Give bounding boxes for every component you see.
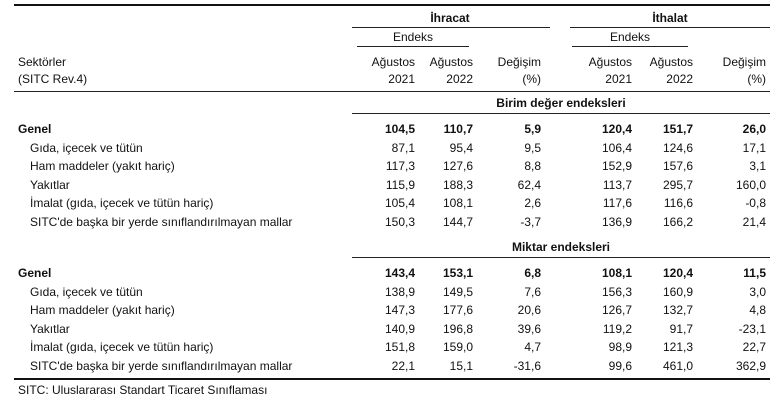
cell-value: 188,3 bbox=[442, 177, 473, 192]
row-label: Ham maddeler (yakıt hariç) bbox=[30, 159, 175, 174]
cell-value: 87,1 bbox=[391, 140, 415, 155]
row-label: İmalat (gıda, içecek ve tütün hariç) bbox=[30, 196, 214, 211]
cell-value: 104,5 bbox=[384, 122, 415, 136]
cell-value: 7,6 bbox=[524, 284, 541, 299]
row-label: Yakıtlar bbox=[30, 321, 70, 336]
ihracat-header: İhracat bbox=[430, 11, 470, 25]
section-title: Miktar endeksleri bbox=[511, 240, 611, 254]
cell-value: 196,8 bbox=[442, 321, 473, 336]
cell-value: 3,0 bbox=[749, 284, 766, 299]
cell-value: 153,1 bbox=[442, 266, 473, 280]
cell-value: 127,6 bbox=[442, 159, 473, 174]
cell-value: -31,6 bbox=[513, 359, 541, 373]
ithalat-col-change-header-line2: (%) bbox=[747, 72, 766, 86]
cell-value: 22,7 bbox=[742, 340, 766, 355]
cell-value: 15,1 bbox=[449, 359, 473, 373]
ithalat-endeks-rule bbox=[572, 46, 688, 47]
cell-value: 160,0 bbox=[735, 177, 766, 192]
cell-value: 8,8 bbox=[524, 159, 541, 174]
ihracat-rule bbox=[352, 27, 550, 28]
cell-value: 9,5 bbox=[524, 140, 541, 155]
ihracat-col-2022-header-line1: Ağustos bbox=[429, 55, 473, 69]
cell-value: 461,0 bbox=[662, 359, 693, 373]
cell-value: 115,9 bbox=[385, 177, 415, 192]
cell-value: 106,4 bbox=[601, 140, 632, 155]
row-label: İmalat (gıda, içecek ve tütün hariç) bbox=[30, 340, 214, 355]
sitc-rev-label: (SITC Rev.4) bbox=[18, 72, 88, 86]
cell-value: 159,0 bbox=[442, 340, 473, 355]
ihracat-col-2021-header-line2: 2021 bbox=[388, 72, 415, 86]
cell-value: 22,1 bbox=[391, 359, 415, 373]
cell-value: 108,1 bbox=[442, 196, 473, 211]
cell-value: 110,7 bbox=[443, 122, 473, 136]
cell-value: 116,6 bbox=[663, 196, 693, 211]
row-label: Genel bbox=[18, 122, 52, 136]
cell-value: 113,7 bbox=[602, 177, 632, 192]
row-label: SITC'de başka bir yerde sınıflandırılmayan mallar bbox=[30, 215, 293, 229]
ithalat-col-2022-header-line2: 2022 bbox=[666, 72, 693, 86]
ihracat-endeks-header: Endeks bbox=[392, 30, 434, 44]
ihracat-col-2021-header-line1: Ağustos bbox=[371, 55, 415, 69]
cell-value: 99,6 bbox=[608, 359, 632, 373]
cell-value: 91,7 bbox=[669, 321, 693, 336]
cell-value: 105,4 bbox=[384, 196, 415, 211]
section-title: Birim değer endeksleri bbox=[496, 96, 626, 110]
row-label: Ham maddeler (yakıt hariç) bbox=[30, 303, 175, 318]
ithalat-header: İthalat bbox=[652, 11, 688, 25]
cell-value: 151,8 bbox=[384, 340, 415, 355]
cell-value: 119,2 bbox=[602, 321, 632, 336]
ithalat-endeks-header: Endeks bbox=[609, 30, 651, 44]
cell-value: 6,8 bbox=[524, 266, 541, 280]
top-rule bbox=[14, 4, 770, 6]
cell-value: 295,7 bbox=[662, 177, 693, 192]
cell-value: 62,4 bbox=[517, 177, 541, 192]
cell-value: 124,6 bbox=[662, 140, 693, 155]
cell-value: 150,3 bbox=[384, 215, 415, 229]
cell-value: 120,4 bbox=[662, 266, 693, 280]
cell-value: 149,5 bbox=[442, 284, 473, 299]
header-bottom-rule bbox=[14, 91, 770, 92]
cell-value: 126,7 bbox=[601, 303, 632, 318]
cell-value: 136,9 bbox=[601, 215, 632, 229]
cell-value: 108,1 bbox=[601, 266, 632, 280]
row-label: SITC'de başka bir yerde sınıflandırılmayan mallar bbox=[30, 359, 293, 373]
cell-value: 2,6 bbox=[524, 196, 541, 211]
cell-value: -23,1 bbox=[738, 321, 766, 336]
ithalat-col-change-header-line1: Değişim bbox=[722, 55, 766, 69]
ithalat-col-2021-header-line1: Ağustos bbox=[588, 55, 632, 69]
cell-value: 147,3 bbox=[384, 303, 415, 318]
cell-value: 20,6 bbox=[517, 303, 541, 318]
cell-value: 152,9 bbox=[601, 159, 632, 174]
cell-value: 4,7 bbox=[524, 340, 541, 355]
ithalat-col-2022-header-line1: Ağustos bbox=[649, 55, 693, 69]
cell-value: 21,4 bbox=[742, 215, 766, 229]
ithalat-col-2021-header-line2: 2021 bbox=[605, 72, 632, 86]
cell-value: 4,8 bbox=[749, 303, 766, 318]
cell-value: 117,3 bbox=[385, 159, 415, 174]
cell-value: 143,4 bbox=[384, 266, 415, 280]
cell-value: 95,4 bbox=[449, 140, 473, 155]
cell-value: 156,3 bbox=[601, 284, 632, 299]
cell-value: 157,6 bbox=[662, 159, 693, 174]
cell-value: 39,6 bbox=[517, 321, 541, 336]
cell-value: 177,6 bbox=[442, 303, 473, 318]
bottom-rule bbox=[14, 378, 770, 380]
section-title-rule bbox=[352, 113, 770, 114]
cell-value: 11,5 bbox=[743, 266, 766, 280]
ihracat-col-2022-header-line2: 2022 bbox=[446, 72, 473, 86]
cell-value: 5,9 bbox=[524, 122, 541, 136]
cell-value: -0,8 bbox=[745, 196, 766, 211]
cell-value: -3,7 bbox=[520, 215, 541, 229]
cell-value: 140,9 bbox=[384, 321, 415, 336]
section-title-rule bbox=[352, 257, 770, 258]
cell-value: 26,0 bbox=[742, 122, 766, 136]
cell-value: 98,9 bbox=[608, 340, 632, 355]
cell-value: 3,1 bbox=[749, 159, 766, 174]
cell-value: 17,1 bbox=[742, 140, 766, 155]
cell-value: 151,7 bbox=[662, 122, 693, 136]
cell-value: 144,7 bbox=[442, 215, 473, 229]
footnote: SITC: Uluslararası Standart Ticaret Sınıflaması bbox=[18, 383, 268, 397]
ithalat-rule bbox=[570, 27, 770, 28]
cell-value: 117,6 bbox=[602, 196, 632, 211]
ihracat-col-change-header-line1: Değişim bbox=[497, 55, 541, 69]
cell-value: 160,9 bbox=[662, 284, 693, 299]
cell-value: 132,7 bbox=[662, 303, 693, 318]
cell-value: 166,2 bbox=[662, 215, 693, 229]
ihracat-col-change-header-line2: (%) bbox=[522, 72, 541, 86]
row-label: Gıda, içecek ve tütün bbox=[30, 284, 143, 299]
row-label: Yakıtlar bbox=[30, 177, 70, 192]
sektorler-label: Sektörler bbox=[18, 55, 67, 69]
cell-value: 138,9 bbox=[384, 284, 415, 299]
cell-value: 120,4 bbox=[601, 122, 632, 136]
row-label: Gıda, içecek ve tütün bbox=[30, 140, 143, 155]
row-label: Genel bbox=[18, 266, 52, 280]
cell-value: 362,9 bbox=[735, 359, 766, 373]
ihracat-endeks-rule bbox=[357, 46, 469, 47]
cell-value: 121,3 bbox=[662, 340, 693, 355]
